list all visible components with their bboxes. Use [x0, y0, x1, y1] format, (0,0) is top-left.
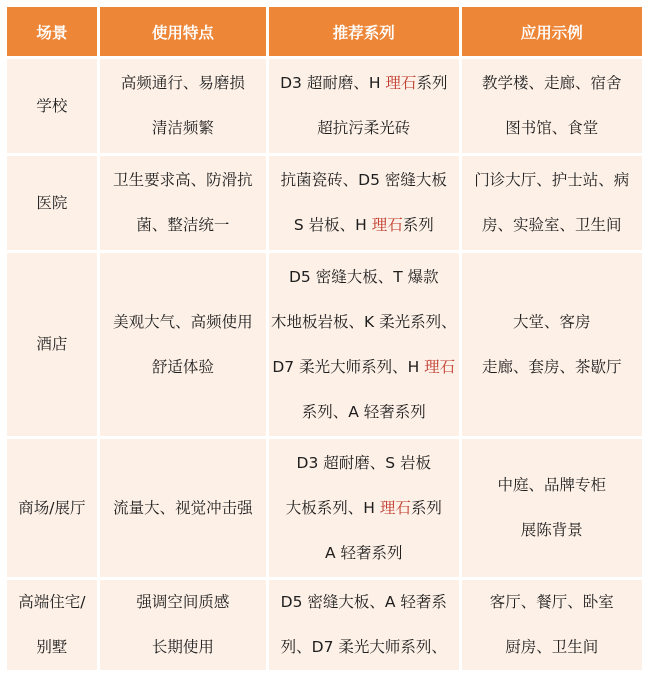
- header-scene: 场景: [7, 7, 97, 56]
- cell-line: [271, 61, 457, 106]
- cell-line: [271, 203, 457, 248]
- cell-line: 高频通行、易磨损: [120, 74, 245, 92]
- highlight-text: 理石: [379, 498, 411, 517]
- features-cell: [100, 156, 266, 250]
- cell-line: [271, 255, 457, 300]
- cell-line: 学校: [36, 96, 68, 115]
- header-series: 推荐系列: [269, 7, 459, 56]
- cell-line: 展陈背景: [520, 521, 583, 539]
- cell-line: [271, 106, 457, 151]
- cell-line: 走廊、套房、茶歇厅: [482, 357, 622, 376]
- series-cell: [269, 156, 459, 250]
- cell-text: 超抗污柔光砖: [317, 119, 411, 137]
- cell-line: [271, 486, 457, 531]
- cell-line: [271, 441, 457, 486]
- header-row: [7, 7, 642, 56]
- cell-line: 舒适体验: [151, 357, 214, 376]
- cell-line: 教学楼、走廊、宿舍: [482, 74, 622, 92]
- cell-line: 菌、整洁统一: [136, 216, 230, 234]
- cell-line: 卫生要求高、防滑抗: [113, 171, 253, 189]
- header-examples: 应用示例: [462, 7, 642, 56]
- cell-line: 高端住宅/: [18, 593, 86, 611]
- cell-text: D3 超耐磨、H: [280, 74, 386, 92]
- scene-cell: [7, 580, 97, 670]
- cell-line: [271, 580, 457, 625]
- cell-line: 美观大气、高频使用: [113, 312, 253, 331]
- cell-line: [271, 300, 457, 345]
- cell-line: 门诊大厅、护士站、病: [474, 171, 630, 189]
- cell-line: 厨房、卫生间: [505, 638, 599, 656]
- highlight-text: 理石: [371, 216, 403, 234]
- cell-line: 长期使用: [151, 638, 214, 656]
- series-cell: [269, 439, 459, 577]
- cell-text: 系列、A 轻奢系列: [301, 402, 426, 421]
- cell-line: [271, 158, 457, 203]
- cell-text: D5 密缝大板、T 爆款: [288, 267, 439, 286]
- features-cell: [100, 59, 266, 153]
- series-cell: [269, 253, 459, 436]
- highlight-text: 理石: [424, 357, 456, 376]
- cell-line: 商场/展厅: [18, 498, 86, 517]
- cell-text: D3 超耐磨、S 岩板: [296, 453, 432, 472]
- cell-line: 别墅: [36, 638, 68, 656]
- cell-line: 中庭、品牌专柜: [497, 476, 607, 494]
- examples-cell: [462, 156, 642, 250]
- examples-cell: [462, 580, 642, 670]
- scene-cell: [7, 439, 97, 577]
- features-cell: [100, 253, 266, 436]
- scene-cell: [7, 253, 97, 436]
- cell-line: 清洁频繁: [151, 119, 214, 137]
- cell-text: 系列: [416, 74, 448, 92]
- features-cell: [100, 580, 266, 670]
- examples-cell: [462, 59, 642, 153]
- bottom-crop: [0, 680, 650, 685]
- table-row: [7, 156, 642, 250]
- cell-text: 木地板岩板、K 柔光系列、: [271, 312, 457, 331]
- cell-line: 酒店: [36, 335, 68, 353]
- cell-line: [271, 345, 457, 390]
- header-features: 使用特点: [100, 7, 266, 56]
- cell-text: D5 密缝大板、A 轻奢系: [280, 593, 447, 611]
- cell-line: 医院: [36, 193, 68, 212]
- table-row: [7, 59, 642, 153]
- scenario-table: [4, 4, 645, 673]
- cell-line: 房、实验室、卫生间: [482, 216, 622, 234]
- examples-cell: [462, 253, 642, 436]
- examples-cell: [462, 439, 642, 577]
- series-cell: [269, 580, 459, 670]
- cell-line: [271, 390, 457, 435]
- scene-cell: [7, 156, 97, 250]
- series-cell: [269, 59, 459, 153]
- cell-text: A 轻奢系列: [325, 543, 403, 562]
- cell-line: 流量大、视觉冲击强: [113, 498, 253, 517]
- scene-cell: [7, 59, 97, 153]
- cell-line: 图书馆、食堂: [505, 119, 599, 137]
- features-cell: [100, 439, 266, 577]
- cell-text: 抗菌瓷砖、D5 密缝大板: [280, 171, 447, 189]
- cell-text: 系列: [410, 498, 442, 517]
- table-row: [7, 253, 642, 436]
- cell-line: [271, 625, 457, 670]
- cell-text: D7 柔光大师系列、H: [272, 357, 425, 376]
- table-row: [7, 439, 642, 577]
- cell-line: 大堂、客房: [513, 312, 591, 331]
- cell-line: [271, 531, 457, 576]
- table-row: [7, 580, 642, 670]
- cell-line: 客厅、餐厅、卧室: [489, 593, 614, 611]
- highlight-text: 理石: [385, 74, 417, 92]
- cell-line: 强调空间质感: [136, 593, 230, 611]
- cell-text: 列、D7 柔光大师系列、: [280, 638, 447, 656]
- cell-text: S 岩板、H: [293, 216, 372, 234]
- cell-text: 大板系列、H: [285, 498, 380, 517]
- cell-text: 系列: [402, 216, 434, 234]
- table-body: [7, 59, 642, 670]
